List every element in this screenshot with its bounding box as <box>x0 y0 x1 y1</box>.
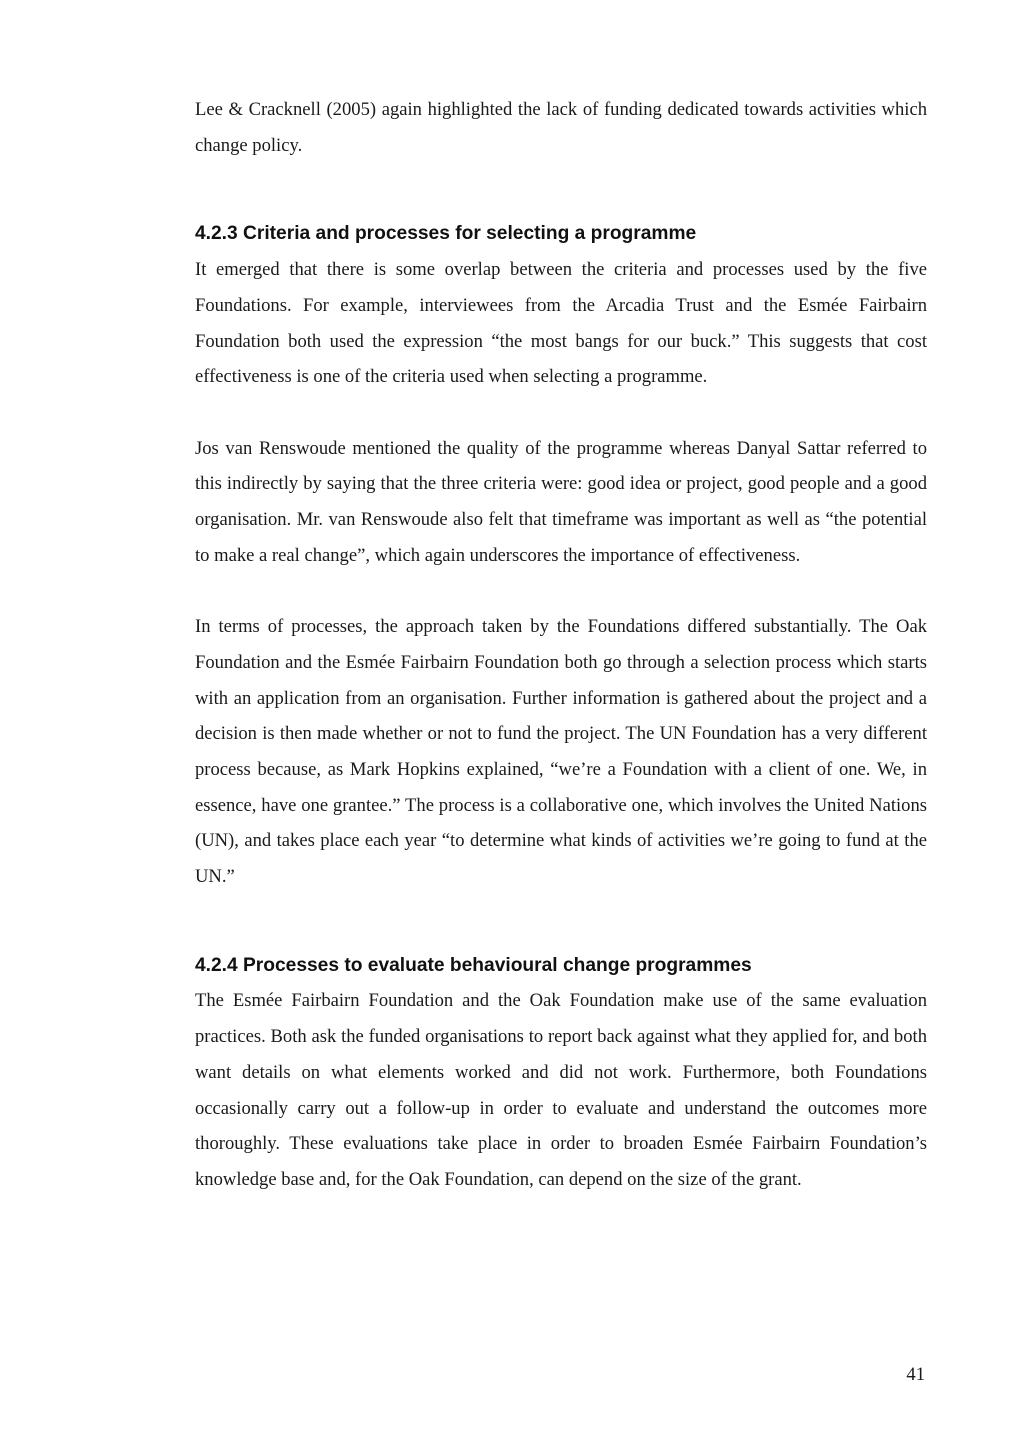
spacer <box>195 395 927 431</box>
spacer <box>195 895 927 948</box>
section-heading-4-2-4: 4.2.4 Processes to evaluate behavioural change programmes <box>195 954 752 976</box>
paragraph-4-2-3-2: Jos van Renswoude mentioned the quality of the programme whereas Danyal Sattar referred to this indirectly by saying that the three criteria were: good idea or project, good people and a good organisation. Mr. van Renswoude also felt that timeframe was important as well as “the potential to make a real change”, which again underscores the importance of effectiveness. <box>195 437 927 566</box>
paragraph-4-2-3-3: In terms of processes, the approach taken by the Foundations differed substantially. The Oak Foundation and the Esmée Fairbairn Foundation both go through a selection process which starts with an application from an organisation. Further information is gathered about the project and a decision is then made whether or not to fund the project. The UN Foundation has a very different process because, as Mark Hopkins explained, “we’re a Foundation with a client of one. We, in essence, have one grantee.” The process is a collaborative one, which involves the United Nations (UN), and takes place each year “to determine what kinds of activities we’re going to fund at the UN.” <box>195 616 927 888</box>
spacer <box>195 163 927 216</box>
paragraph-intro: Lee & Cracknell (2005) again highlighted the lack of funding dedicated towards activities which change policy. <box>195 99 927 156</box>
document-page <box>195 92 927 1198</box>
spacer <box>195 573 927 609</box>
paragraph-4-2-4-1: The Esmée Fairbairn Foundation and the Oak Foundation make use of the same evaluation practices. Both ask the funded organisations to report back against what they applied for, and both want details on what elements worked and did not work. Furthermore, both Foundations occasionally carry out a follow-up in order to evaluate and understand the outcomes more thoroughly. These evaluations take place in order to broaden Esmée Fairbairn Foundation’s knowledge base and, for the Oak Foundation, can depend on the size of the grant. <box>195 990 927 1190</box>
section-heading-4-2-3: 4.2.3 Criteria and processes for selecting a programme <box>195 223 697 245</box>
page-number: 41 <box>906 1364 925 1385</box>
paragraph-4-2-3-1: It emerged that there is some overlap between the criteria and processes used by the five Foundations. For example, interviewees from the Arcadia Trust and the Esmée Fairbairn Foundation both used the expression “the most bangs for our buck.” This suggests that cost effectiveness is one of the criteria used when selecting a programme. <box>195 259 927 388</box>
